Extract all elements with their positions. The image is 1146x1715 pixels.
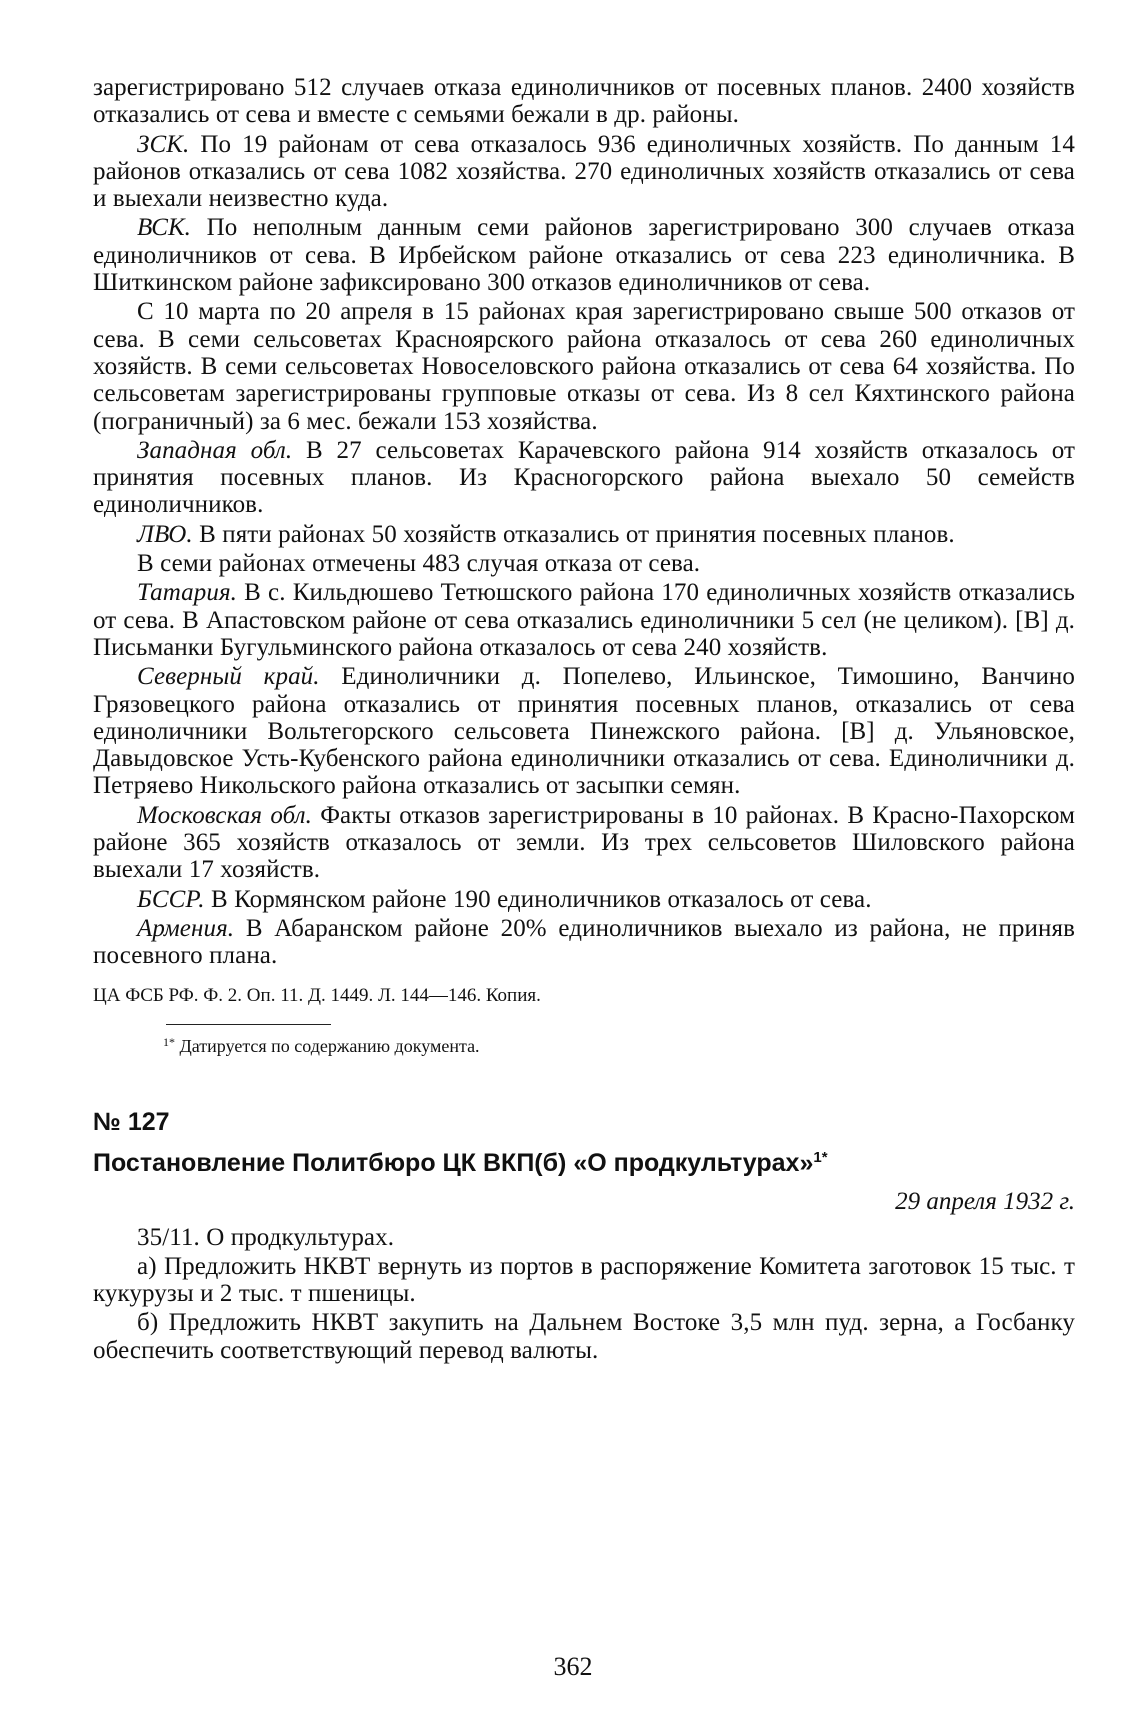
document-number: № 127 [93, 1107, 170, 1136]
region-label: Московская обл. [137, 801, 312, 829]
footnote: $^{1*}$ Датируется по содержанию документа. [163, 1034, 480, 1056]
paragraph-seven-districts: В семи районах отмечены 483 случая отказа от сева. [137, 550, 701, 578]
paragraph-1: зарегистрировано 512 случаев отказа единоличников от посевных планов. 2400 хозяйств отказались от сева и вместе с семьями бежали в др. районы. [93, 74, 1075, 129]
document-date: 29 апреля 1932 г. [895, 1187, 1075, 1215]
region-label: БССР. [137, 885, 205, 913]
region-label: ЗСК. [137, 130, 190, 158]
paragraph-krasnoyarsk: С 10 марта по 20 апреля в 15 районах края зарегистрировано свыше 500 отказов от сева. В семи сельсоветах Красноярского района отказалось от сева 260 единоличных хозяйств. В семи сельсоветах Новоселовского района отказались от сева 64 хозяйства. По сельсоветам зарегистрированы групповые отказы от сева. Из 8 сел Кяхтинского района (пограничный) за 6 мес. бежали 153 хозяйства. [93, 298, 1075, 435]
archive-source: ЦА ФСБ РФ. Ф. 2. Оп. 11. Д. 1449. Л. 144—146. Копия. [93, 984, 541, 1006]
document-title: Постановление Политбюро ЦК ВКП(б) «О продкультурах»$^{1*}$ [93, 1148, 828, 1177]
resolution-heading: 35/11. О продкультурах. [137, 1223, 395, 1251]
page-number: 362 [553, 1652, 593, 1681]
title-footnote-mark: 1* [813, 1148, 828, 1166]
resolution-item-a: а) Предложить НКВТ вернуть из портов в распоряжение Комитета заготовок 15 тыс. т кукурузы и 2 тыс. т пшеницы. [93, 1252, 1075, 1308]
paragraph-zsk: ЗСК. По 19 районам от сева отказалось 936 единоличных хозяйств. По данным 14 районов отказались от сева 1082 хозяйства. 270 единоличных хозяйств отказались от сева и выехали неизвестно куда. [93, 130, 1075, 213]
paragraph-tatariya: Татария. В с. Кильдюшево Тетюшского района 170 единоличных хозяйств отказались от сева. В Апастовском районе от сева отказались единоличники 5 сел (не целиком). [В] д. Письманки Бугульминского района отказалось от сева 240 хозяйств. [93, 579, 1075, 661]
region-label: Западная обл. [137, 436, 293, 464]
paragraph-armeniya: Армения. В Абаранском районе 20% единоличников выехало из района, не приняв посевного плана. [93, 914, 1075, 970]
region-label: Северный край. [137, 663, 320, 691]
region-label: Армения. [137, 914, 235, 942]
resolution-item-b: б) Предложить НКВТ закупить на Дальнем Востоке 3,5 млн пуд. зерна, а Госбанку обеспечить соответствующий перевод валюты. [93, 1309, 1075, 1364]
page-content [93, 74, 1075, 1366]
paragraph-bssr: БССР. В Кормянском районе 190 единоличников отказалось от сева. [137, 885, 872, 913]
footnote-divider [166, 1024, 331, 1025]
region-label: ЛВО. [137, 520, 193, 548]
paragraph-zapadnaya: Западная обл. В 27 сельсоветах Карачевского района 914 хозяйств отказалось от принятия посевных планов. Из Красногорского района выехало 50 семейств единоличников. [93, 436, 1076, 519]
paragraph-vsk: ВСК. По неполным данным семи районов зарегистрировано 300 случаев отказа единоличников от сева. В Ирбейском районе отказались от сева 223 единоличника. В Шиткинском районе зафиксировано 300 отказов единоличников от сева. [93, 214, 1075, 297]
footnote-mark: 1* [163, 1034, 175, 1049]
region-label: Татария. [137, 579, 238, 607]
paragraph-moskovskaya: Московская обл. Факты отказов зарегистрированы в 10 районах. В Красно-Пахорском районе 365 хозяйств отказалось от земли. Из трех сельсоветов Шиловского района выехали 17 хозяйств. [93, 801, 1075, 884]
paragraph-lvo: ЛВО. В пяти районах 50 хозяйств отказались от принятия посевных планов. [137, 520, 955, 548]
region-label: ВСК. [137, 214, 192, 242]
paragraph-severny: Северный край. Единоличники д. Попелево, Ильинское, Тимошино, Ванчино Грязовецкого района отказались от принятия посевных планов, отказались от сева единоличники Вольтегорского сельсовета Пинежского района. [В] д. Ульяновское, Давыдовское Усть-Кубенского района единоличники отказались от сева. Единоличники д. Петряево Никольского района отказались от засыпки семян. [93, 663, 1075, 800]
